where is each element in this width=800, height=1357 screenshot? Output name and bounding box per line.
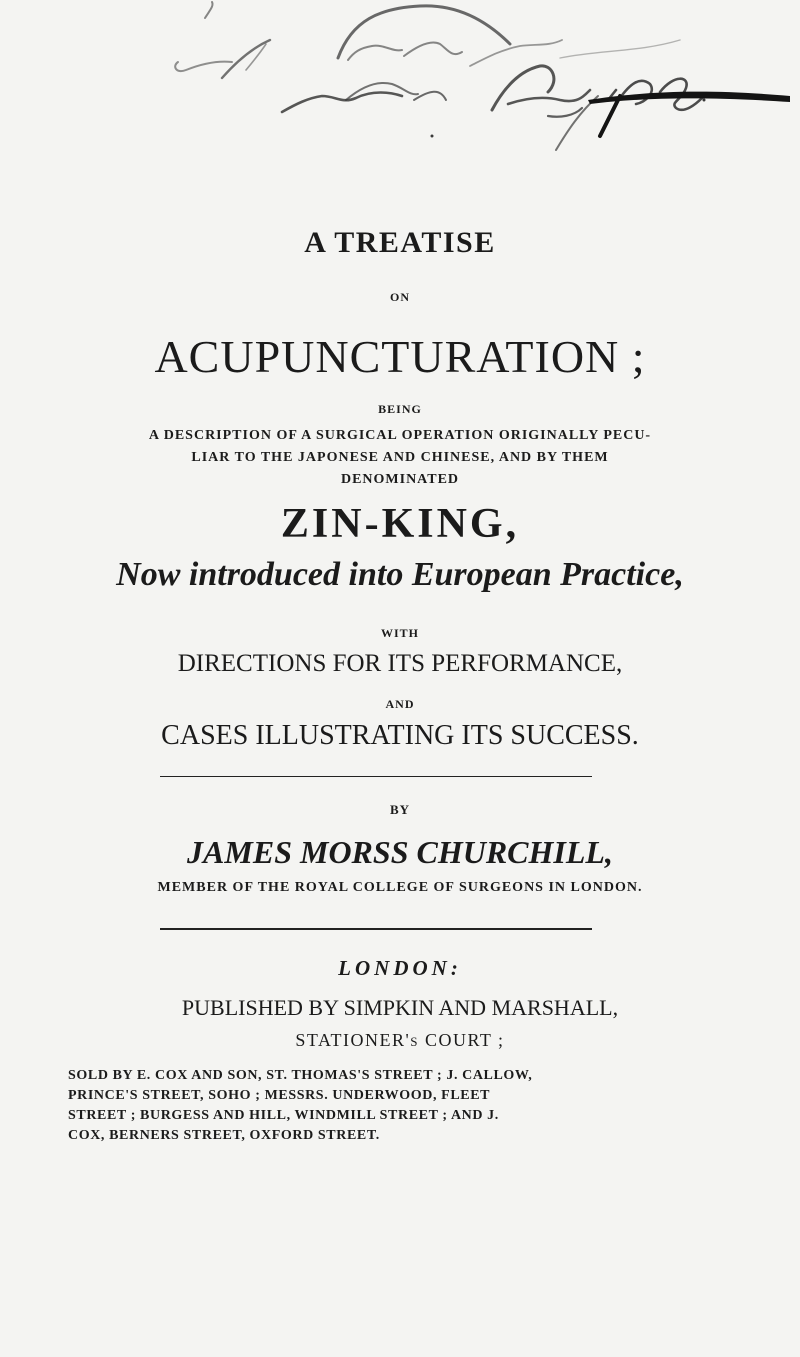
title-and: AND <box>385 697 415 711</box>
divider-rule-2 <box>160 928 592 930</box>
handwritten-inscription <box>0 0 800 180</box>
now-introduced: Now introduced into European Practice, <box>116 556 684 593</box>
author-role: MEMBER OF THE ROYAL COLLEGE OF SURGEONS IN LONDON. <box>157 880 643 895</box>
title-being: BEING <box>378 402 422 416</box>
divider-rule-1 <box>160 776 592 777</box>
sold-by-line-4: COX, BERNERS STREET, OXFORD STREET. <box>68 1128 380 1143</box>
sold-by-line-2: PRINCE'S STREET, SOHO ; MESSRS. UNDERWOOD, FLEET <box>68 1088 491 1103</box>
publisher-address: STATIONER's COURT ; <box>295 1030 505 1050</box>
place: LONDON: <box>338 956 462 980</box>
description-line-1: A DESCRIPTION OF A SURGICAL OPERATION ORIGINALLY PECU- <box>148 428 652 443</box>
sold-by-line-3: STREET ; BURGESS AND HILL, WINDMILL STREET ; AND J. <box>68 1108 499 1123</box>
denominated: DENOMINATED <box>340 472 460 487</box>
main-title: ACUPUNCTURATION ; <box>154 331 646 382</box>
directions: DIRECTIONS FOR ITS PERFORMANCE, <box>177 650 623 677</box>
sold-by-block <box>68 1066 738 1146</box>
description-line-2: LIAR TO THE JAPONESE AND CHINESE, AND BY THEM <box>191 450 609 465</box>
publisher: PUBLISHED BY SIMPKIN AND MARSHALL, <box>181 995 619 1020</box>
title-by: BY <box>389 802 411 817</box>
zin-king: ZIN-KING, <box>280 501 520 547</box>
sold-by-line-1: SOLD BY E. COX AND SON, ST. THOMAS'S STREET ; J. CALLOW, <box>68 1068 533 1083</box>
author-name: JAMES MORSS CHURCHILL, <box>187 834 613 870</box>
title-on: ON <box>390 290 410 304</box>
cases: CASES ILLUSTRATING ITS SUCCESS. <box>161 720 639 751</box>
title-with: WITH <box>380 626 419 640</box>
title-line-1: A TREATISE <box>304 226 496 259</box>
